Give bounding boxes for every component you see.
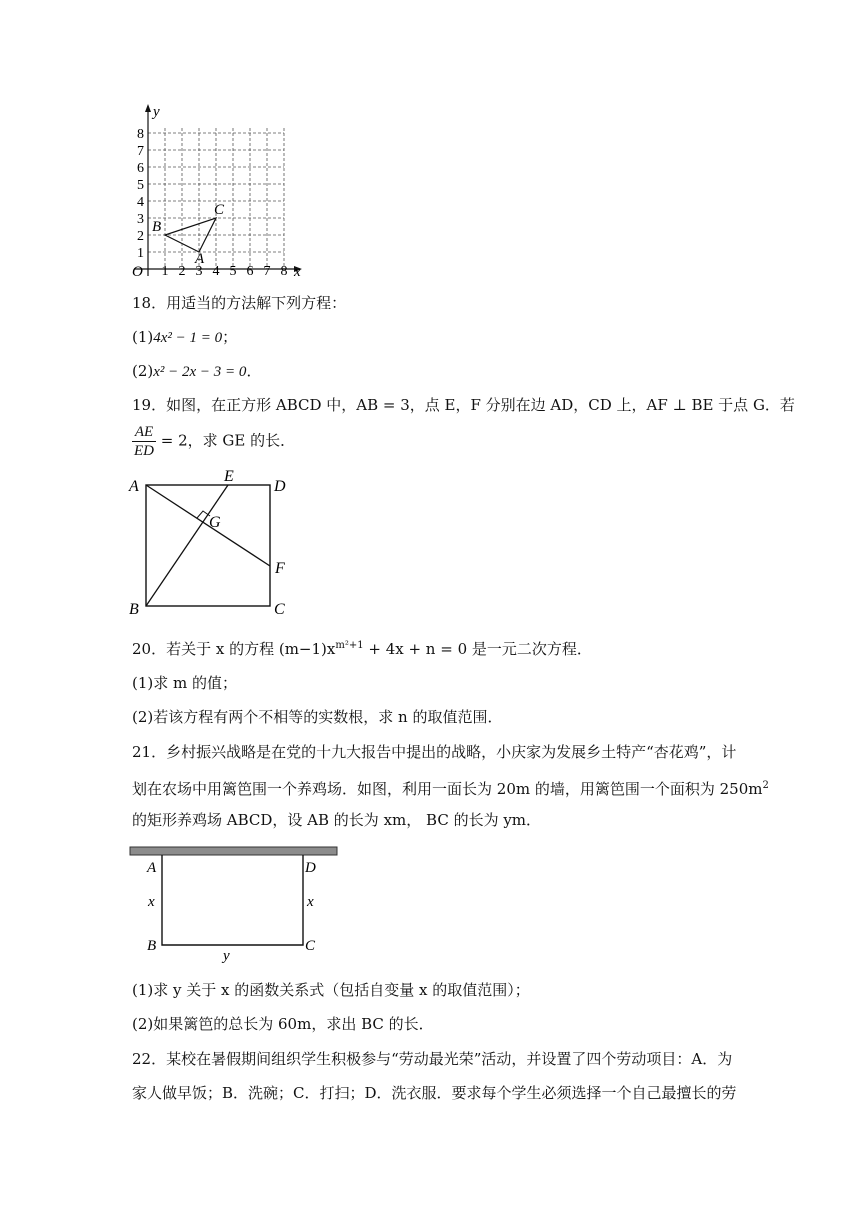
- q19-line-2-rest: = 2，求 GE 的长．: [160, 431, 296, 450]
- point-label-a: A: [195, 251, 205, 267]
- y-tick-label: 5: [137, 178, 144, 193]
- q21-part-2: (2)如果篱笆的总长为 60m，求出 BC 的长．: [132, 1015, 434, 1033]
- q19-fraction: [132, 423, 156, 460]
- square-label-c: C: [274, 601, 285, 618]
- q18-part-2: [132, 361, 261, 382]
- farm-label-a: A: [147, 860, 157, 876]
- origin-label: O: [132, 264, 143, 280]
- q21-part-1: (1)求 y 关于 x 的函数关系式（包括自变量 x 的取值范围）；: [132, 981, 530, 999]
- square-figure: [125, 468, 300, 618]
- y-tick-labels: [137, 127, 144, 261]
- q19-fraction-numerator: AE: [132, 423, 156, 442]
- x-tick-label: 8: [280, 264, 288, 279]
- y-tick-label: 3: [137, 212, 144, 227]
- x-tick-label: 1: [161, 264, 169, 279]
- y-tick-label: 1: [137, 246, 144, 261]
- square-label-g: G: [209, 514, 221, 531]
- q18-part-1-equation: 4x² − 1 = 0: [153, 330, 223, 346]
- chicken-farm-figure: [125, 840, 345, 965]
- q21-line-2: [132, 776, 769, 799]
- grid-lines: [148, 128, 284, 269]
- q18-part-1: [132, 327, 237, 348]
- q20-exponent: m²+1: [335, 640, 364, 651]
- q20-line-1-a: 20．若关于 x 的方程 (m−1)x: [132, 640, 336, 658]
- q21-line-2-sup: 2: [762, 780, 769, 791]
- y-tick-label: 7: [137, 144, 144, 159]
- point-label-b: B: [152, 219, 162, 235]
- farm-label-y: y: [223, 948, 230, 964]
- x-tick-label: 4: [212, 264, 220, 279]
- y-tick-label: 2: [137, 229, 144, 244]
- point-label-c: C: [214, 202, 225, 218]
- q20-line-1: [132, 636, 592, 659]
- q18-part-1-prefix: (1): [132, 328, 154, 346]
- q18-part-2-suffix: ．: [246, 362, 262, 380]
- x-tick-labels: [162, 264, 288, 279]
- x-tick-label: 3: [195, 264, 203, 279]
- farm-label-b: B: [147, 938, 157, 954]
- q20-line-1-b: + 4x + n = 0 是一元二次方程．: [363, 640, 592, 658]
- q21-line-3: 的矩形养鸡场 ABCD，设 AB 的长为 xm， BC 的长为 ym．: [132, 811, 542, 829]
- y-axis-arrow: [145, 104, 151, 112]
- square-label-a: A: [129, 478, 139, 495]
- q19-line-1: 19．如图，在正方形 ABCD 中，AB = 3，点 E，F 分别在边 AD，CD 上，AF ⊥ BE 于点 G．若: [132, 396, 795, 414]
- coordinate-grid-figure: [120, 100, 320, 280]
- x-tick-label: 5: [229, 264, 237, 279]
- x-tick-label: 6: [246, 264, 254, 279]
- q21-line-1: 21．乡村振兴战略是在党的十九大报告中提出的战略，小庆家为发展乡土特产“杏花鸡”，计: [132, 743, 737, 761]
- square-label-d: D: [274, 478, 286, 495]
- square-label-b: B: [129, 601, 139, 618]
- y-tick-label: 8: [137, 127, 144, 142]
- square-abcd: [146, 485, 270, 606]
- q22-line-2: 家人做早饭；B．洗碗；C．打扫；D．洗衣服．要求每个学生必须选择一个自己最擅长的劳: [132, 1084, 737, 1102]
- q22-line-1: 22．某校在暑假期间组织学生积极参与“劳动最光荣”活动，并设置了四个劳动项目：A．为: [132, 1050, 733, 1068]
- q18-part-2-prefix: (2): [132, 362, 154, 380]
- q20-part-1: (1)求 m 的值；: [132, 674, 238, 692]
- segment-be: [146, 485, 228, 606]
- farm-label-d: D: [305, 860, 316, 876]
- q19-line-2: [132, 423, 295, 460]
- y-tick-label: 4: [137, 195, 144, 210]
- x-tick-label: 2: [178, 264, 186, 279]
- y-tick-label: 6: [137, 161, 144, 176]
- q18-part-1-suffix: ；: [222, 328, 238, 346]
- farm-label-x-left: x: [148, 894, 155, 910]
- x-axis-label: x: [294, 264, 301, 280]
- y-axis-label: y: [153, 104, 160, 120]
- segment-af: [146, 485, 270, 566]
- farm-label-c: C: [305, 938, 316, 954]
- q21-line-2-text: 划在农场中用篱笆围一个养鸡场．如图，利用一面长为 20m 的墙，用篱笆围一个面积为 250m: [132, 780, 763, 798]
- fence-rectangle: [162, 855, 303, 945]
- square-label-f: F: [275, 560, 285, 577]
- q19-fraction-denominator: ED: [134, 443, 154, 459]
- q18-part-2-equation: x² − 2x − 3 = 0: [153, 364, 247, 380]
- farm-label-x-right: x: [307, 894, 314, 910]
- x-tick-label: 7: [263, 264, 271, 279]
- wall: [130, 847, 337, 855]
- q20-part-2: (2)若该方程有两个不相等的实数根，求 n 的取值范围．: [132, 708, 503, 726]
- square-label-e: E: [224, 468, 234, 485]
- q18-stem: 18．用适当的方法解下列方程：: [132, 294, 347, 312]
